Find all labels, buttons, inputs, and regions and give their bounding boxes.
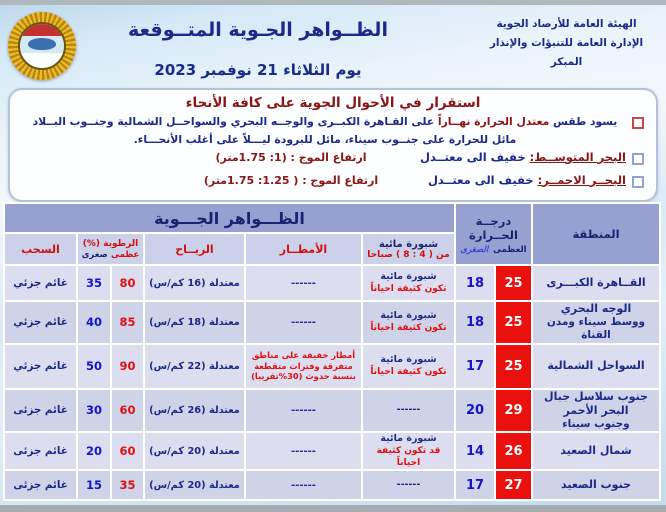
temp-max-cell: 25 — [495, 265, 532, 301]
region-cell — [532, 389, 660, 433]
humidity-max-cell: 80 — [111, 265, 144, 301]
fog-line2: تكون كثيفة احياناً — [370, 283, 447, 294]
temp-max-cell: 27 — [495, 470, 532, 500]
forecast-text-highlight: معتدل الحرارة نهــاراً — [437, 115, 550, 128]
temp-min-cell: 18 — [455, 301, 495, 344]
region-name: القــاهرة الكبـــرى — [546, 275, 646, 289]
sea-label-group — [420, 150, 626, 164]
column-header-region: المنطقة — [532, 203, 660, 265]
rain-cell — [245, 432, 362, 470]
fog-cell — [362, 344, 455, 389]
humidity-max-cell: 90 — [111, 344, 144, 389]
region-cell — [532, 265, 660, 301]
fog-cell — [362, 389, 455, 433]
clouds-cell: غائم جزئي — [4, 265, 77, 301]
fog-header-line2: من ( 4 : 8 ) صباحا — [367, 249, 450, 260]
summary-headline: استقرار في الأحوال الجوية على كافة الأنحاء — [185, 95, 481, 111]
bullet-square-icon — [632, 117, 644, 129]
clouds-cell: غائم جزئى — [4, 432, 77, 470]
region-name-line2: ووسط سيناء ومدن القناة — [546, 316, 646, 342]
region-cell — [532, 344, 660, 389]
clouds-cell: غائم جزئي — [4, 301, 77, 344]
humidity-max-cell: 85 — [111, 301, 144, 344]
fog-cell — [362, 432, 455, 470]
column-header-humidity — [77, 233, 144, 265]
table-row — [4, 344, 660, 389]
fog-line1: شبورة مائية — [380, 270, 437, 282]
emblem-cloud-shape — [28, 38, 56, 50]
organization-names — [479, 15, 654, 72]
humidity-max-label: عظمى — [110, 249, 140, 260]
wind-cell: معتدلة (18 كم/س) — [144, 301, 245, 344]
humidity-header-label: الرطوبة (%) — [82, 238, 139, 249]
humidity-max-cell: 60 — [111, 432, 144, 470]
humidity-min-label: صغرى — [81, 249, 108, 260]
bullet-square-icon — [632, 176, 644, 188]
table-row — [4, 470, 660, 500]
fog-line1: شبورة مائية — [380, 353, 437, 365]
wave-height: ارتفاع الموج : ( 1.25: 1.75متر) — [203, 173, 379, 187]
sea-label-group — [428, 173, 626, 187]
summary-box — [8, 88, 658, 202]
clouds-cell: غائم جزئي — [4, 344, 77, 389]
wind-cell: معتدلة (16 كم/س) — [144, 265, 245, 301]
region-cell — [532, 470, 660, 500]
rain-alert: أمطار خفيفة على مناطق متفرقة وفترات متقطعة بنسبة حدوث (30%تقريبا) — [251, 349, 356, 382]
bullet-square-icon — [632, 153, 644, 165]
sea-name: البحر المتوســط: — [529, 149, 626, 164]
rain-normal: ------ — [291, 316, 316, 328]
temp-max-cell: 25 — [495, 344, 532, 389]
column-header-rain: الأمطــار — [245, 233, 362, 265]
temp-min-cell: 14 — [455, 432, 495, 470]
wind-cell: معتدلة (20 كم/س) — [144, 432, 245, 470]
region-name: الوجه البحري — [560, 302, 632, 315]
table-row — [4, 432, 660, 470]
fog-cell — [362, 265, 455, 301]
temp-max-cell: 26 — [495, 432, 532, 470]
bottom-edge-strip — [0, 505, 666, 512]
emblem-base-band — [20, 53, 64, 68]
region-name-line2: وجنوب سيناء — [562, 418, 630, 431]
wind-cell: معتدلة (26 كم/س) — [144, 389, 245, 433]
rain-cell — [245, 265, 362, 301]
temp-max-cell: 29 — [495, 389, 532, 433]
forecast-date: يوم الثلاثاء 21 نوفمبر 2023 — [154, 61, 362, 79]
rain-normal: ------ — [291, 277, 316, 289]
region-name: جنوب الصعيد — [561, 478, 631, 492]
sea-condition: خفيف الى معتــدل — [419, 149, 526, 164]
org-name-line2: الإدارة العامة للتنبؤات والإنذار المبكر — [489, 36, 644, 68]
forecast-table — [3, 202, 661, 501]
fog-header-line1: شبورة مائية — [378, 238, 439, 250]
wind-cell: معتدلة (22 كم/س) — [144, 344, 245, 389]
fog-line2: تكون كثيفة احياناً — [370, 322, 447, 333]
humidity-min-cell: 50 — [77, 344, 111, 389]
temperature-header-label: درجــة الحــرارة — [469, 213, 518, 242]
fog-line1: ------ — [396, 404, 421, 415]
met-authority-sun-emblem-icon — [8, 12, 76, 80]
clouds-cell: غائم جزئى — [4, 389, 77, 433]
fog-line1: شبورة مائية — [380, 433, 437, 445]
fog-line2: قد تكون كثيفة احياناً — [376, 446, 441, 468]
fog-line2: تكون كثيفة احياناً — [370, 366, 447, 377]
rain-cell — [245, 470, 362, 500]
table-row — [4, 389, 660, 433]
sea-name: البحــر الاحمــر: — [537, 172, 626, 187]
temp-min-label: الصغرى — [460, 244, 489, 255]
fog-cell — [362, 301, 455, 344]
rain-normal: ------ — [291, 479, 316, 491]
rain-cell — [245, 301, 362, 344]
table-row — [4, 301, 660, 344]
emblem-red-band — [20, 24, 64, 36]
temp-max-cell: 25 — [495, 301, 532, 344]
temp-min-cell: 17 — [455, 470, 495, 500]
wave-height: ارتفاع الموج : (1: 1.75متر) — [215, 150, 367, 164]
forecast-paragraph — [10, 113, 656, 149]
temperature-sub-labels — [458, 245, 529, 255]
fog-line1: ------ — [396, 479, 421, 491]
sea-condition: خفيف الى معتــدل — [427, 172, 534, 187]
clouds-cell: غائم جزئى — [4, 470, 77, 500]
region-name: شمال الصعيد — [560, 444, 632, 458]
humidity-min-cell: 40 — [77, 301, 111, 344]
table-row — [4, 265, 660, 301]
region-cell — [532, 432, 660, 470]
region-cell — [532, 301, 660, 344]
humidity-min-cell: 35 — [77, 265, 111, 301]
column-header-wind: الريــاح — [144, 233, 245, 265]
temp-min-cell: 18 — [455, 265, 495, 301]
rain-cell — [245, 344, 362, 389]
humidity-min-cell: 20 — [77, 432, 111, 470]
fog-cell — [362, 470, 455, 500]
page-title: الظــواهر الجـوية المتــوقعة — [128, 19, 388, 41]
rain-normal: ------ — [291, 445, 316, 457]
emblem-inner-circle — [18, 22, 66, 70]
phenomena-group-header: الظـــواهر الجـــوية — [4, 203, 455, 233]
sea-state-red-sea — [10, 172, 656, 195]
temp-min-cell: 20 — [455, 389, 495, 433]
humidity-max-cell: 60 — [111, 389, 144, 433]
rain-normal: ------ — [291, 404, 316, 416]
temp-max-label: العظمى — [493, 244, 527, 255]
table-header-row-1 — [4, 203, 660, 233]
humidity-min-cell: 15 — [77, 470, 111, 500]
column-header-temperature — [455, 203, 532, 265]
column-header-clouds: السحب — [4, 233, 77, 265]
fog-line1: شبورة مائية — [380, 310, 437, 322]
forecast-text-pre: يسود طقس — [549, 115, 618, 128]
sea-state-mediterranean — [10, 149, 656, 172]
forecast-text-rest: على القـاهرة الكبــرى والوجــه البحري والسواحــل الشمالية وجنــوب البــلاد مائل للحرارة على جنــوب سيناء، مائل للبرودة ليـــلاً على أغلب الأنحـــاء. — [32, 115, 517, 146]
org-name-line1: الهيئة العامة للأرصاد الجوية — [496, 18, 637, 30]
bulletin-header — [0, 5, 666, 89]
humidity-min-cell: 30 — [77, 389, 111, 433]
column-header-fog — [362, 233, 455, 265]
rain-cell — [245, 389, 362, 433]
region-name: السواحل الشمالية — [547, 358, 645, 372]
temp-min-cell: 17 — [455, 344, 495, 389]
wind-cell: معتدلة (20 كم/س) — [144, 470, 245, 500]
region-name: جنوب سلاسل جبال البحر الأحمر — [544, 389, 648, 417]
humidity-sub-labels — [80, 250, 141, 260]
humidity-max-cell: 35 — [111, 470, 144, 500]
